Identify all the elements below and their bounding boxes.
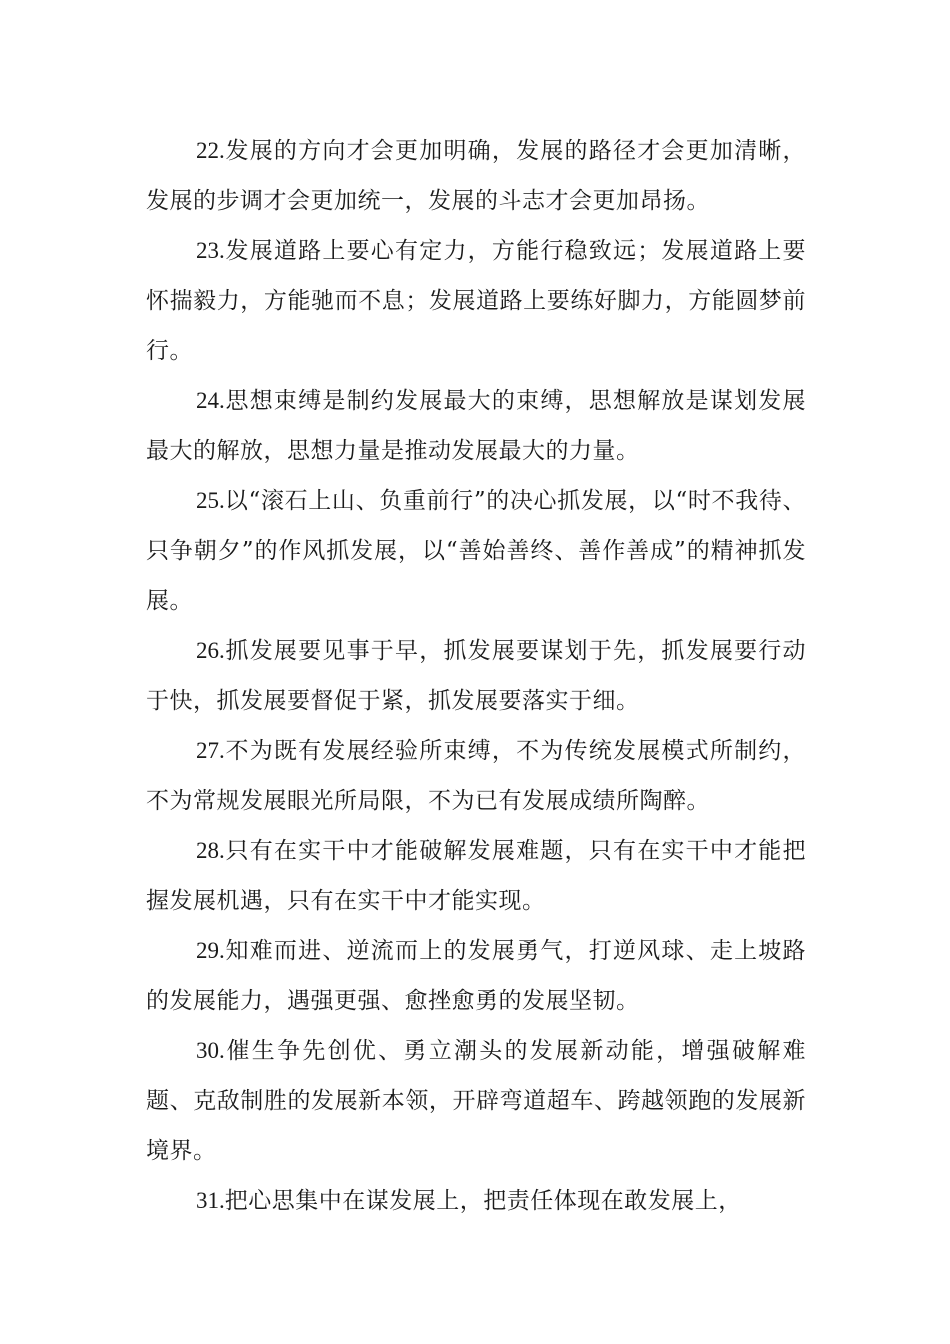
paragraph-text: 只有在实干中才能破解发展难题，只有在实干中才能把握发展机遇，只有在实干中才能实现。	[146, 838, 806, 914]
paragraph-text: 催生争先创优、勇立潮头的发展新动能，增强破解难题、克敌制胜的发展新本领，开辟弯道超车、跨越领跑的发展新境界。	[146, 1038, 806, 1164]
paragraph-number: 27.	[196, 738, 225, 763]
paragraph-number: 30.	[196, 1038, 225, 1063]
paragraph-26	[146, 626, 806, 726]
paragraph-number: 28.	[196, 838, 225, 863]
paragraph-text: 思想束缚是制约发展最大的束缚，思想解放是谋划发展最大的解放，思想力量是推动发展最大的力量。	[146, 388, 806, 464]
document-body	[146, 126, 806, 1226]
paragraph-text: 不为既有发展经验所束缚，不为传统发展模式所制约，不为常规发展眼光所局限，不为已有发展成绩所陶醉。	[146, 738, 806, 814]
paragraph-number: 22.	[196, 138, 225, 163]
paragraph-23	[146, 226, 806, 376]
paragraph-27	[146, 726, 806, 826]
paragraph-24	[146, 376, 806, 476]
paragraph-text: 把心思集中在谋发展上，把责任体现在敢发展上，	[224, 1188, 742, 1214]
paragraph-25	[146, 476, 806, 626]
paragraph-number: 29.	[196, 938, 225, 963]
paragraph-text: 抓发展要见事于早，抓发展要谋划于先，抓发展要行动于快，抓发展要督促于紧，抓发展要落实于细。	[146, 638, 806, 714]
paragraph-22	[146, 126, 806, 226]
paragraph-text: 发展道路上要心有定力，方能行稳致远；发展道路上要怀揣毅力，方能驰而不息；发展道路上要练好脚力，方能圆梦前行。	[146, 238, 806, 364]
paragraph-number: 23.	[196, 238, 225, 263]
paragraph-number: 31.	[196, 1188, 225, 1213]
paragraph-31	[146, 1176, 806, 1226]
paragraph-text: 以“滚石上山、负重前行”的决心抓发展，以“时不我待、只争朝夕”的作风抓发展，以“善始善终、善作善成”的精神抓发展。	[146, 488, 806, 614]
paragraph-number: 25.	[196, 488, 225, 513]
paragraph-29	[146, 926, 806, 1026]
paragraph-30	[146, 1026, 806, 1176]
paragraph-text: 发展的方向才会更加明确，发展的路径才会更加清晰，发展的步调才会更加统一，发展的斗志才会更加昂扬。	[146, 138, 806, 214]
paragraph-number: 24.	[196, 388, 225, 413]
paragraph-number: 26.	[196, 638, 225, 663]
paragraph-text: 知难而进、逆流而上的发展勇气，打逆风球、走上坡路的发展能力，遇强更强、愈挫愈勇的发展坚韧。	[146, 938, 806, 1014]
paragraph-28	[146, 826, 806, 926]
